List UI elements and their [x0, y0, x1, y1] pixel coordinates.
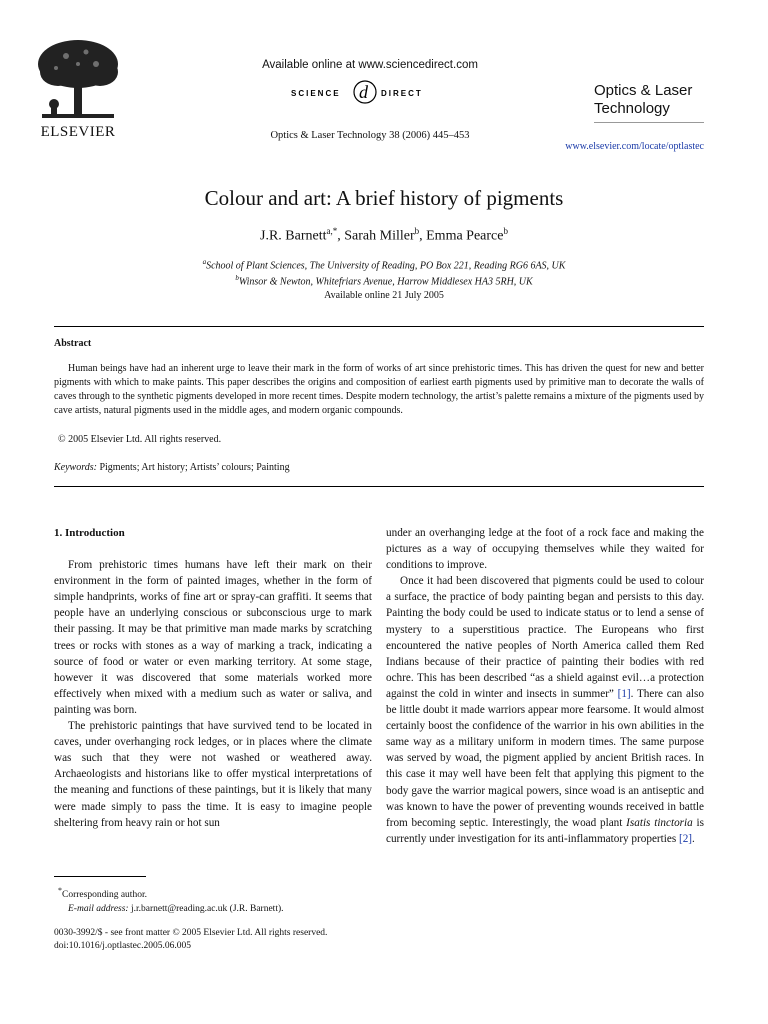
sd-logo-right: DIRECT: [381, 89, 423, 98]
journal-citation: Optics & Laser Technology 38 (2006) 445–453: [270, 130, 470, 141]
body-column-right: [386, 525, 704, 847]
reference-link[interactable]: [1]: [617, 687, 631, 700]
affiliation-b: $^b$Winsor & Newton, Whitefriars Avenue, Harrow Middlesex HA3 5RH, UK: [235, 274, 533, 288]
author-affil-mark: b: [503, 226, 508, 236]
available-online-link[interactable]: Available online at www.sciencedirect.com: [262, 59, 478, 71]
journal-name: [594, 82, 692, 118]
author-list: J.R. Barnett$^{a,*}$, Sarah Miller$^b$, Emma Pearce$^b$: [260, 226, 508, 244]
sciencedirect-logo: [285, 79, 445, 105]
doi[interactable]: doi:10.1016/j.optlastec.2005.06.005: [54, 941, 191, 951]
section-heading: 1. Introduction: [54, 527, 125, 539]
sd-logo-left: SCIENCE: [291, 89, 341, 98]
journal-name-line-2: Technology: [594, 100, 670, 117]
abstract-heading: Abstract: [54, 338, 92, 349]
abstract-text: Human beings have had an inherent urge to leave their mark in the form of works of art since prehistoric times. This has driven the quest for new and better pigments with which to make paints. This paper describes the origins and composition of earliest earth pigments used by primitive man to decorate the walls of caves through to the synthetic pigments developed in more recent times. Despite modern technology, the artist’s palette remains a mixture of the pigments used by cave artists, natural pigments used in the middle ages, and modern organic compounds.: [54, 363, 704, 416]
species-name: Isatis tinctoria: [626, 816, 693, 829]
abstract-copyright: © 2005 Elsevier Ltd. All rights reserved.: [58, 434, 222, 445]
footnote-divider: [54, 876, 146, 877]
available-online-date: Available online 21 July 2005: [324, 290, 444, 301]
journal-divider: [594, 122, 704, 123]
author-name[interactable]: Sarah Miller: [344, 228, 415, 244]
affiliations: [0, 256, 768, 289]
sd-logo-d: d: [359, 82, 368, 102]
author-name[interactable]: Emma Pearce: [426, 228, 504, 244]
publisher-name: ELSEVIER: [40, 124, 116, 140]
email-address[interactable]: j.r.barnett@reading.ac.uk (J.R. Barnett).: [130, 904, 284, 915]
divider-top: [54, 326, 704, 327]
journal-name-line-1: Optics & Laser: [594, 82, 693, 99]
elsevier-tree-logo: [28, 34, 128, 130]
journal-url-link[interactable]: www.elsevier.com/locate/optlastec: [565, 141, 704, 152]
paragraph: under an overhanging ledge at the foot of a rock face and making the pictures as a way of occupying themselves while they waited for conditions to improve.: [386, 527, 704, 572]
keywords-list: Pigments; Art history; Artists’ colours; Painting: [99, 462, 290, 473]
author-affil-mark: a,*: [326, 226, 338, 236]
paragraph: The prehistoric paintings that have survived tend to be located in caves, under overhanging rock ledges, or in places where the climate was such that they were not washed or weathered away. Archaeologists and historians like to offer mystical interpretations of the meaning and functions of these paintings, but it is likely that many were made simply to pass the time. It is easy to imagine people sheltering from heavy rain or hot sun: [54, 720, 372, 829]
reference-link[interactable]: [2]: [678, 832, 693, 845]
author-affil-mark: b: [414, 226, 420, 236]
paragraph: Once it had been discovered that pigments could be used to colour a surface, the practice of body painting began and persists to this day. Painting the body could be used to indicate status or to lend a sense of mystery to a superstitious practice. The Europeans who first encountered the native peoples of North America called them Red Indians because of their practice of painting their bodies with red ochre. This has been described “as a shield against evil…a protection against the cold in winter and insects in summer” [1]. There can also be little doubt it made warriors appear more fearsome. It would almost certainly boost the confidence of the warrior in his own abilities in the same way as a military uniform in modern times. The same purpose was served by woad, the pigment applied by ancient British races. In this case it may well have been felt that applying this pigment to the body gave the warrior magical powers, since woad is an antiseptic and was known to have the power of preventing wounds received in battle from becoming septic. Interestingly, the woad plant Isatis tinctoria is currently under investigation for its anti-inflammatory properties [2].: [386, 575, 705, 845]
corresponding-author-note: Corresponding author.: [62, 890, 147, 901]
article-title: Colour and art: A brief history of pigments: [204, 186, 564, 210]
affiliation-a: $^a$School of Plant Sciences, The University of Reading, PO Box 221, Reading RG6 6AS, UK: [202, 258, 566, 272]
footnote: *Corresponding author. E-mail address: j.r.barnett@reading.ac.uk (J.R. Barnett).: [58, 886, 284, 915]
email-label: E-mail address:: [68, 904, 129, 915]
publication-info: [54, 927, 394, 953]
author-name[interactable]: J.R. Barnett: [260, 228, 327, 244]
keywords: [54, 462, 290, 473]
paragraph: From prehistoric times humans have left their mark on their environment in the form of painted images, whether in the form of simple handprints, works of fine art or spray-can graffiti. It seems that people have an underlying conscious or subconscious urge to mark their passing. It may be that primitive man made marks by scratching trees or rocks with stones as a way of marking a track, indicating a source of food or water or even marking territory. At some stage, however it was discovered that some materials worked more effectively when mixed with a medium such as water or saliva, and painting was born.: [54, 559, 372, 716]
divider-bottom: [54, 486, 704, 487]
keywords-label: Keywords:: [54, 462, 97, 473]
body-column-left: [54, 525, 372, 831]
issn-line: 0030-3992/$ - see front matter © 2005 Elsevier Ltd. All rights reserved.: [54, 928, 328, 938]
